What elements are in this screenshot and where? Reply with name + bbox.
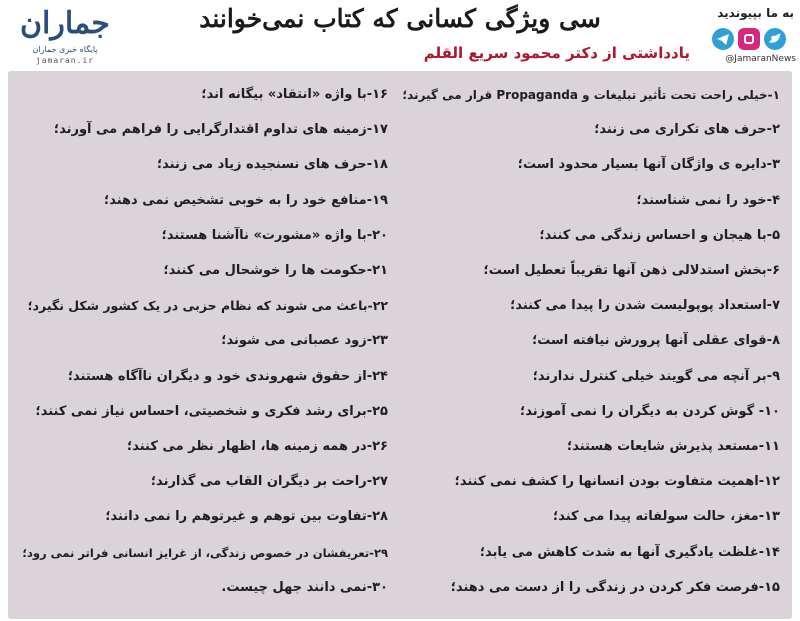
- list-item: ۱۱-مستعد پذیرش شایعات هستند؛: [567, 439, 780, 454]
- list-item: ۱۵-فرصت فکر کردن در زندگی را از دست می دهند؛: [450, 579, 780, 595]
- list-item: ۵-با هیجان و احساس زندگی می کنند؛: [539, 227, 780, 243]
- content-panel: [8, 71, 792, 619]
- list-item: ۱۰- گوش کردن به دیگران را نمی آموزند؛: [520, 403, 780, 419]
- list-item: ۶-بخش استدلالی ذهن آنها تقریباً تعطیل است؛: [483, 263, 780, 278]
- twitter-icon[interactable]: [764, 28, 786, 50]
- list-item: ۲۳-زود عصبانی می شوند؛: [221, 333, 388, 349]
- list-item: ۲۴-از حقوق شهروندی خود و دیگران ناآگاه هستند؛: [67, 368, 388, 384]
- list-item: ۲۱-حکومت ها را خوشحال می کنند؛: [163, 263, 388, 278]
- list-item: ۲۷-راحت بر دیگران القاب می گذارند؛: [150, 474, 388, 490]
- telegram-icon[interactable]: [712, 28, 734, 50]
- list-item: ۱-خیلی راحت تحت تأثیر تبلیغات و Propaganda قرار می گیرند؛: [402, 88, 780, 102]
- list-item: ۳۰-نمی دانند جهل چیست.: [221, 579, 388, 595]
- social-join-label: به ما بپیوندید: [717, 6, 794, 20]
- list-item: ۱۹-منافع خود را به خوبی تشخیص نمی دهند؛: [104, 192, 388, 208]
- list-item: ۳-دایره ی واژگان آنها بسیار محدود است؛: [517, 157, 780, 173]
- list-item: ۱۶-با واژه «انتقاد» بیگانه اند؛: [201, 87, 388, 102]
- social-handle: @JamaranNews: [725, 54, 796, 64]
- logo-text: جماران: [20, 6, 110, 41]
- list-item: ۱۲-اهمیت متفاوت بودن انسانها را کشف نمی کنند؛: [454, 474, 780, 490]
- list-item: ۸-قوای عقلی آنها پرورش نیافته است؛: [532, 333, 780, 349]
- list-item: ۲-حرف های تکراری می زنند؛: [594, 122, 780, 138]
- logo-url: jamaran.ir: [35, 56, 95, 65]
- list-item: ۲۶-در همه زمینه ها، اظهار نظر می کنند؛: [127, 439, 388, 454]
- logo-subtitle: پایگاه خبری جماران: [32, 45, 98, 54]
- list-item: ۲۸-تفاوت بین توهم و غیرتوهم را نمی دانند؛: [105, 509, 388, 525]
- column-left: [14, 79, 398, 609]
- list-item: ۲۲-باعث می شوند که نظام حزبی در یک کشور شکل نگیرد؛: [27, 298, 388, 314]
- list-item: ۷-استعداد پوپولیست شدن را پیدا می کنند؛: [510, 298, 780, 314]
- jamaran-logo[interactable]: [6, 6, 126, 66]
- list-item: ۱۸-حرف های نسنجیده زیاد می زنند؛: [156, 157, 388, 173]
- list-item: ۱۳-مغز، حالت سولفاته پیدا می کند؛: [553, 509, 780, 525]
- list-item: ۱۷-زمینه های تداوم اقتدارگرایی را فراهم می آورند؛: [53, 122, 388, 138]
- column-right: [402, 79, 786, 609]
- list-item: ۴-خود را نمی شناسند؛: [636, 192, 780, 208]
- list-item: ۹-بر آنچه می گویند خیلی کنترل ندارند؛: [532, 368, 780, 384]
- list-item: ۲۹-تعریفشان در خصوص زندگی، از غرایز انسانی فراتر نمی رود؛: [22, 545, 388, 560]
- social-icons: [712, 24, 794, 54]
- list-item: ۲۵-برای رشد فکری و شخصیتی، احساس نیاز نمی کنند؛: [35, 403, 388, 419]
- list-item: ۱۴-غلظت یادگیری آنها به شدت کاهش می یابد؛: [479, 544, 780, 560]
- list-item: ۲۰-با واژه «مشورت» ناآشنا هستند؛: [161, 227, 388, 243]
- header: [0, 0, 800, 70]
- page-title: سی ویژگی کسانی که کتاب نمی‌خوانند: [199, 4, 601, 33]
- instagram-icon[interactable]: [738, 28, 760, 50]
- page-subtitle: یادداشتی از دکتر محمود سریع القلم: [423, 44, 690, 62]
